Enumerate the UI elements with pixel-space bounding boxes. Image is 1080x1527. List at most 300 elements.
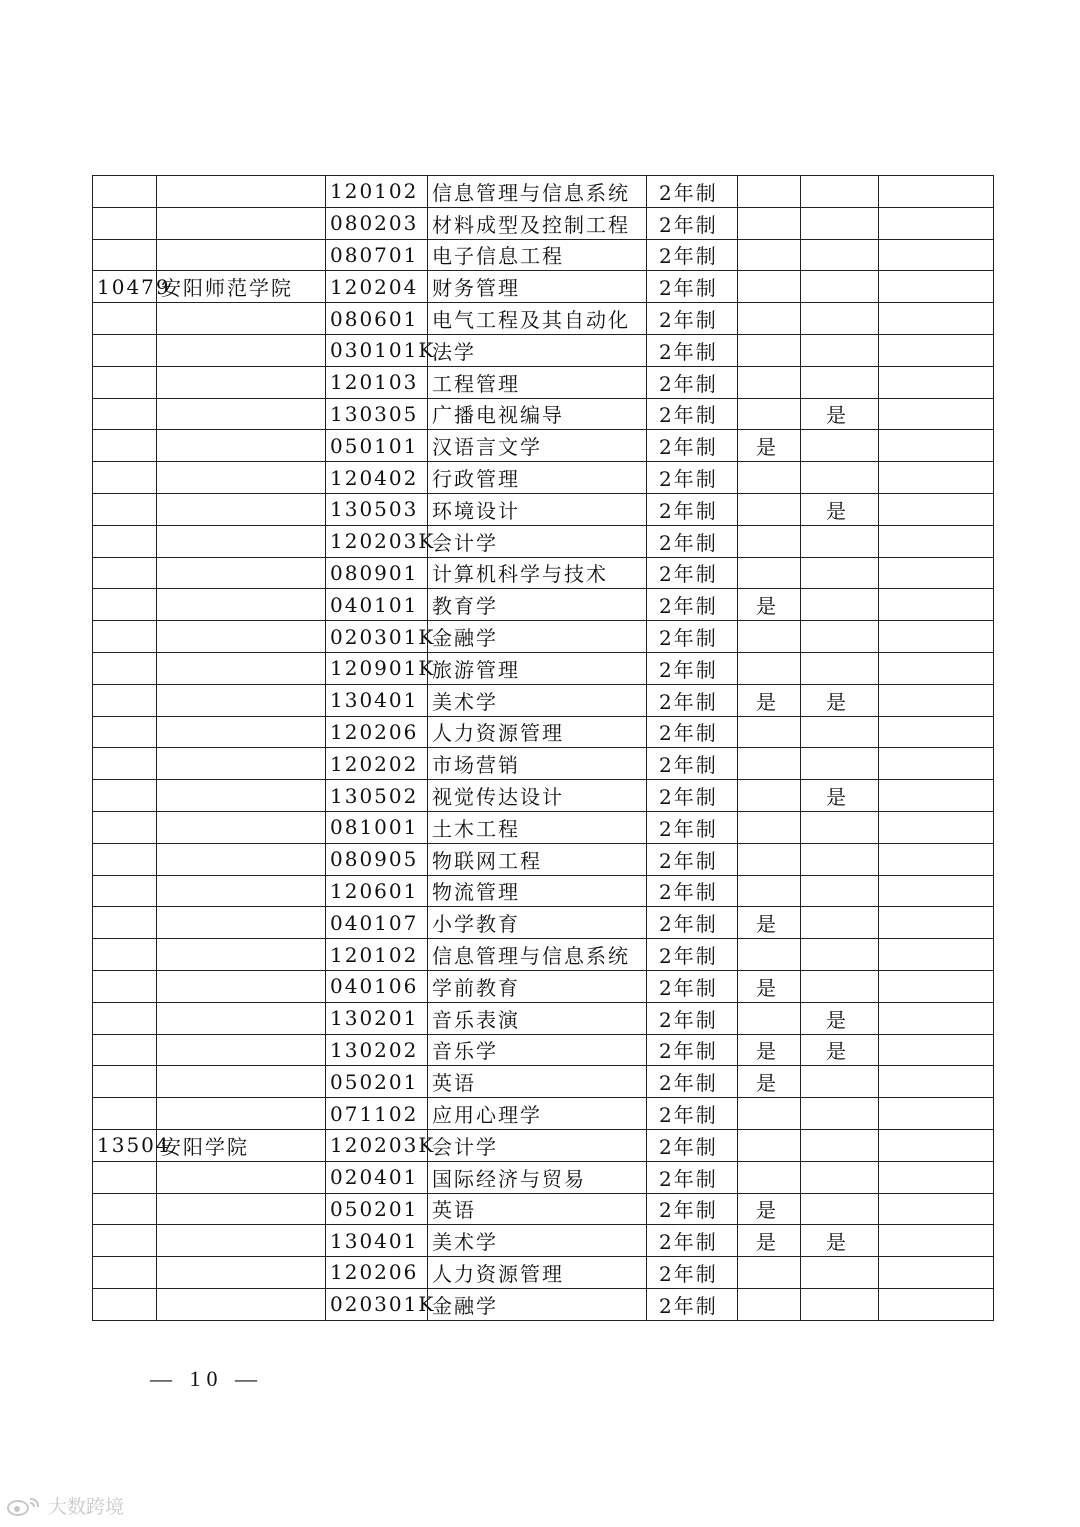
blank-cell (879, 811, 994, 843)
major-code-cell: 130502 (326, 780, 428, 812)
flag1-cell: 是 (738, 1066, 801, 1098)
institution-name-cell (157, 176, 326, 208)
duration-cell: 2年制 (647, 589, 738, 621)
major-name-cell: 小学教育 (428, 907, 647, 939)
major-name-cell: 学前教育 (428, 970, 647, 1002)
duration-cell: 2年制 (647, 366, 738, 398)
institution-code-cell (93, 1098, 157, 1130)
institution-name-cell (157, 557, 326, 589)
institution-name-cell (157, 780, 326, 812)
flag1-cell (738, 843, 801, 875)
flag2-cell (801, 716, 879, 748)
blank-cell (879, 1193, 994, 1225)
flag1-cell: 是 (738, 684, 801, 716)
major-name-cell: 汉语言文学 (428, 430, 647, 462)
blank-cell (879, 970, 994, 1002)
flag1-cell (738, 176, 801, 208)
institution-code-cell (93, 1257, 157, 1289)
flag1-cell (738, 462, 801, 494)
table-row (93, 1098, 994, 1130)
major-name-cell: 工程管理 (428, 366, 647, 398)
institution-code-cell (93, 239, 157, 271)
flag1-cell (738, 652, 801, 684)
table-row (93, 652, 994, 684)
flag2-cell (801, 271, 879, 303)
table-row (93, 1066, 994, 1098)
flag1-cell: 是 (738, 907, 801, 939)
major-code-cell: 120203K (326, 1129, 428, 1161)
table-body (93, 176, 994, 1321)
major-name-cell: 行政管理 (428, 462, 647, 494)
duration-cell: 2年制 (647, 1129, 738, 1161)
blank-cell (879, 557, 994, 589)
table-row (93, 1257, 994, 1289)
major-name-cell: 英语 (428, 1193, 647, 1225)
majors-table (92, 175, 994, 1321)
blank-cell (879, 1225, 994, 1257)
flag1-cell (738, 239, 801, 271)
table-row (93, 748, 994, 780)
institution-code-cell (93, 430, 157, 462)
institution-name-cell (157, 716, 326, 748)
duration-cell: 2年制 (647, 843, 738, 875)
major-name-cell: 旅游管理 (428, 652, 647, 684)
blank-cell (879, 398, 994, 430)
major-name-cell: 材料成型及控制工程 (428, 207, 647, 239)
blank-cell (879, 748, 994, 780)
flag1-cell (738, 303, 801, 335)
flag2-cell (801, 589, 879, 621)
blank-cell (879, 271, 994, 303)
institution-code-cell (93, 621, 157, 653)
table-row (93, 1288, 994, 1320)
institution-name-cell (157, 462, 326, 494)
institution-code-cell: 13504 (93, 1129, 157, 1161)
institution-name-cell (157, 1098, 326, 1130)
institution-code-cell (93, 748, 157, 780)
duration-cell: 2年制 (647, 493, 738, 525)
institution-name-cell (157, 811, 326, 843)
institution-name-cell (157, 239, 326, 271)
major-code-cell: 130202 (326, 1034, 428, 1066)
flag1-cell: 是 (738, 1193, 801, 1225)
table-row (93, 303, 994, 335)
blank-cell (879, 716, 994, 748)
blank-cell (879, 430, 994, 462)
flag1-cell (738, 207, 801, 239)
blank-cell (879, 1066, 994, 1098)
major-code-cell: 120102 (326, 176, 428, 208)
blank-cell (879, 875, 994, 907)
duration-cell: 2年制 (647, 303, 738, 335)
institution-code-cell (93, 907, 157, 939)
major-name-cell: 会计学 (428, 1129, 647, 1161)
major-code-cell: 130305 (326, 398, 428, 430)
major-code-cell: 050201 (326, 1066, 428, 1098)
table-row (93, 970, 994, 1002)
blank-cell (879, 1002, 994, 1034)
flag1-cell (738, 334, 801, 366)
table-row (93, 589, 994, 621)
major-code-cell: 080905 (326, 843, 428, 875)
table-row (93, 1193, 994, 1225)
duration-cell: 2年制 (647, 811, 738, 843)
major-code-cell: 130401 (326, 684, 428, 716)
institution-code-cell (93, 303, 157, 335)
institution-name-cell (157, 684, 326, 716)
major-name-cell: 广播电视编导 (428, 398, 647, 430)
major-name-cell: 应用心理学 (428, 1098, 647, 1130)
major-name-cell: 物联网工程 (428, 843, 647, 875)
flag2-cell (801, 1288, 879, 1320)
major-code-cell: 081001 (326, 811, 428, 843)
major-name-cell: 法学 (428, 334, 647, 366)
institution-code-cell (93, 176, 157, 208)
major-code-cell: 120206 (326, 716, 428, 748)
institution-name-cell (157, 430, 326, 462)
flag1-cell (738, 398, 801, 430)
flag2-cell (801, 1161, 879, 1193)
major-name-cell: 音乐学 (428, 1034, 647, 1066)
major-code-cell: 050201 (326, 1193, 428, 1225)
institution-code-cell: 10479 (93, 271, 157, 303)
major-name-cell: 国际经济与贸易 (428, 1161, 647, 1193)
major-code-cell: 120601 (326, 875, 428, 907)
institution-code-cell (93, 970, 157, 1002)
major-name-cell: 信息管理与信息系统 (428, 176, 647, 208)
institution-name-cell (157, 525, 326, 557)
duration-cell: 2年制 (647, 1288, 738, 1320)
page-number: — 10 — (150, 1366, 263, 1391)
blank-cell (879, 366, 994, 398)
major-name-cell: 金融学 (428, 1288, 647, 1320)
flag1-cell (738, 271, 801, 303)
table-row (93, 811, 994, 843)
blank-cell (879, 939, 994, 971)
blank-cell (879, 303, 994, 335)
flag2-cell (801, 239, 879, 271)
institution-name-cell (157, 366, 326, 398)
major-code-cell: 050101 (326, 430, 428, 462)
flag1-cell: 是 (738, 1225, 801, 1257)
flag1-cell (738, 1002, 801, 1034)
major-code-cell: 120203K (326, 525, 428, 557)
flag2-cell (801, 1066, 879, 1098)
duration-cell: 2年制 (647, 684, 738, 716)
major-name-cell: 环境设计 (428, 493, 647, 525)
institution-name-cell (157, 1288, 326, 1320)
major-code-cell: 130401 (326, 1225, 428, 1257)
major-code-cell: 120103 (326, 366, 428, 398)
major-name-cell: 英语 (428, 1066, 647, 1098)
institution-name-cell (157, 875, 326, 907)
flag1-cell (738, 1129, 801, 1161)
flag2-cell (801, 207, 879, 239)
duration-cell: 2年制 (647, 748, 738, 780)
table-row (93, 1225, 994, 1257)
major-name-cell: 土木工程 (428, 811, 647, 843)
table-row (93, 462, 994, 494)
flag1-cell (738, 366, 801, 398)
flag2-cell (801, 811, 879, 843)
institution-code-cell (93, 334, 157, 366)
flag2-cell (801, 334, 879, 366)
major-code-cell: 040106 (326, 970, 428, 1002)
table-row (93, 1129, 994, 1161)
flag2-cell (801, 1193, 879, 1225)
flag1-cell: 是 (738, 970, 801, 1002)
institution-code-cell (93, 652, 157, 684)
duration-cell: 2年制 (647, 271, 738, 303)
institution-name-cell (157, 970, 326, 1002)
institution-code-cell (93, 716, 157, 748)
watermark-text: 大数跨境 (48, 1496, 125, 1518)
flag1-cell (738, 1288, 801, 1320)
flag2-cell (801, 176, 879, 208)
institution-name-cell (157, 1066, 326, 1098)
major-name-cell: 计算机科学与技术 (428, 557, 647, 589)
institution-code-cell (93, 684, 157, 716)
flag2-cell (801, 907, 879, 939)
flag1-cell (738, 811, 801, 843)
major-name-cell: 美术学 (428, 1225, 647, 1257)
major-name-cell: 人力资源管理 (428, 1257, 647, 1289)
table-row (93, 271, 994, 303)
table-row (93, 1161, 994, 1193)
duration-cell: 2年制 (647, 970, 738, 1002)
major-name-cell: 教育学 (428, 589, 647, 621)
duration-cell: 2年制 (647, 239, 738, 271)
duration-cell: 2年制 (647, 1002, 738, 1034)
major-code-cell: 130201 (326, 1002, 428, 1034)
duration-cell: 2年制 (647, 430, 738, 462)
institution-code-cell (93, 1161, 157, 1193)
flag1-cell (738, 557, 801, 589)
flag2-cell (801, 621, 879, 653)
blank-cell (879, 843, 994, 875)
institution-code-cell (93, 557, 157, 589)
institution-name-cell (157, 652, 326, 684)
major-name-cell: 会计学 (428, 525, 647, 557)
table-row (93, 716, 994, 748)
flag2-cell: 是 (801, 1034, 879, 1066)
institution-code-cell (93, 939, 157, 971)
institution-code-cell (93, 525, 157, 557)
flag2-cell (801, 652, 879, 684)
table-row (93, 875, 994, 907)
duration-cell: 2年制 (647, 462, 738, 494)
table-row (93, 398, 994, 430)
major-name-cell: 电气工程及其自动化 (428, 303, 647, 335)
table-row (93, 780, 994, 812)
blank-cell (879, 239, 994, 271)
major-name-cell: 财务管理 (428, 271, 647, 303)
major-code-cell: 020301K (326, 621, 428, 653)
flag1-cell (738, 939, 801, 971)
institution-name-cell (157, 334, 326, 366)
duration-cell: 2年制 (647, 207, 738, 239)
blank-cell (879, 907, 994, 939)
table-row (93, 207, 994, 239)
institution-code-cell (93, 1034, 157, 1066)
flag2-cell (801, 1129, 879, 1161)
institution-code-cell (93, 1288, 157, 1320)
institution-code-cell (93, 875, 157, 907)
major-name-cell: 物流管理 (428, 875, 647, 907)
flag1-cell (738, 493, 801, 525)
flag2-cell: 是 (801, 1225, 879, 1257)
major-code-cell: 080701 (326, 239, 428, 271)
flag1-cell (738, 1257, 801, 1289)
flag2-cell (801, 303, 879, 335)
institution-name-cell (157, 1034, 326, 1066)
blank-cell (879, 1098, 994, 1130)
flag2-cell (801, 430, 879, 462)
duration-cell: 2年制 (647, 621, 738, 653)
duration-cell: 2年制 (647, 939, 738, 971)
duration-cell: 2年制 (647, 1257, 738, 1289)
watermark (6, 1492, 124, 1519)
flag1-cell: 是 (738, 430, 801, 462)
blank-cell (879, 1161, 994, 1193)
institution-name-cell (157, 1225, 326, 1257)
blank-cell (879, 462, 994, 494)
flag1-cell: 是 (738, 589, 801, 621)
flag1-cell (738, 1098, 801, 1130)
table-row (93, 843, 994, 875)
institution-code-cell (93, 811, 157, 843)
flag1-cell (738, 1161, 801, 1193)
flag2-cell: 是 (801, 1002, 879, 1034)
flag1-cell (738, 748, 801, 780)
major-code-cell: 030101K (326, 334, 428, 366)
table-row (93, 430, 994, 462)
table-row (93, 176, 994, 208)
flag1-cell (738, 875, 801, 907)
major-code-cell: 071102 (326, 1098, 428, 1130)
institution-name-cell (157, 398, 326, 430)
duration-cell: 2年制 (647, 334, 738, 366)
institution-name-cell (157, 1257, 326, 1289)
institution-name-cell (157, 303, 326, 335)
institution-name-cell (157, 1002, 326, 1034)
blank-cell (879, 176, 994, 208)
major-name-cell: 金融学 (428, 621, 647, 653)
flag1-cell (738, 525, 801, 557)
institution-code-cell (93, 1193, 157, 1225)
blank-cell (879, 1129, 994, 1161)
institution-code-cell (93, 1066, 157, 1098)
blank-cell (879, 525, 994, 557)
major-name-cell: 视觉传达设计 (428, 780, 647, 812)
flag2-cell: 是 (801, 493, 879, 525)
blank-cell (879, 621, 994, 653)
flag1-cell (738, 716, 801, 748)
institution-code-cell (93, 462, 157, 494)
duration-cell: 2年制 (647, 398, 738, 430)
duration-cell: 2年制 (647, 652, 738, 684)
duration-cell: 2年制 (647, 1098, 738, 1130)
table-row (93, 621, 994, 653)
table-row (93, 1002, 994, 1034)
institution-code-cell (93, 493, 157, 525)
duration-cell: 2年制 (647, 907, 738, 939)
weibo-logo-icon (6, 1495, 44, 1517)
table-row (93, 939, 994, 971)
table-row (93, 557, 994, 589)
duration-cell: 2年制 (647, 557, 738, 589)
flag1-cell: 是 (738, 1034, 801, 1066)
major-code-cell: 120402 (326, 462, 428, 494)
blank-cell (879, 780, 994, 812)
duration-cell: 2年制 (647, 875, 738, 907)
major-name-cell: 音乐表演 (428, 1002, 647, 1034)
institution-name-cell (157, 843, 326, 875)
institution-code-cell (93, 1002, 157, 1034)
major-code-cell: 120204 (326, 271, 428, 303)
major-name-cell: 美术学 (428, 684, 647, 716)
blank-cell (879, 493, 994, 525)
institution-code-cell (93, 366, 157, 398)
duration-cell: 2年制 (647, 1034, 738, 1066)
institution-code-cell (93, 398, 157, 430)
major-code-cell: 020401 (326, 1161, 428, 1193)
flag2-cell: 是 (801, 780, 879, 812)
flag2-cell (801, 843, 879, 875)
table-row (93, 239, 994, 271)
major-code-cell: 080203 (326, 207, 428, 239)
major-name-cell: 人力资源管理 (428, 716, 647, 748)
institution-name-cell (157, 207, 326, 239)
flag2-cell (801, 970, 879, 1002)
institution-code-cell (93, 1225, 157, 1257)
blank-cell (879, 1257, 994, 1289)
institution-name-cell: 安阳学院 (157, 1129, 326, 1161)
flag2-cell: 是 (801, 684, 879, 716)
blank-cell (879, 334, 994, 366)
major-code-cell: 080901 (326, 557, 428, 589)
institution-name-cell (157, 493, 326, 525)
flag2-cell (801, 748, 879, 780)
major-code-cell: 130503 (326, 493, 428, 525)
blank-cell (879, 1034, 994, 1066)
duration-cell: 2年制 (647, 1161, 738, 1193)
major-code-cell: 120901K (326, 652, 428, 684)
institution-name-cell (157, 589, 326, 621)
major-code-cell: 120102 (326, 939, 428, 971)
flag2-cell (801, 557, 879, 589)
table-row (93, 366, 994, 398)
flag1-cell (738, 780, 801, 812)
duration-cell: 2年制 (647, 1066, 738, 1098)
table-row (93, 493, 994, 525)
major-code-cell: 120202 (326, 748, 428, 780)
flag2-cell (801, 462, 879, 494)
major-code-cell: 120206 (326, 1257, 428, 1289)
institution-code-cell (93, 589, 157, 621)
institution-code-cell (93, 843, 157, 875)
major-name-cell: 信息管理与信息系统 (428, 939, 647, 971)
table-row (93, 525, 994, 557)
flag2-cell (801, 939, 879, 971)
table-row (93, 684, 994, 716)
duration-cell: 2年制 (647, 716, 738, 748)
major-code-cell: 040107 (326, 907, 428, 939)
institution-name-cell: 安阳师范学院 (157, 271, 326, 303)
flag1-cell (738, 621, 801, 653)
major-code-cell: 040101 (326, 589, 428, 621)
institution-code-cell (93, 780, 157, 812)
